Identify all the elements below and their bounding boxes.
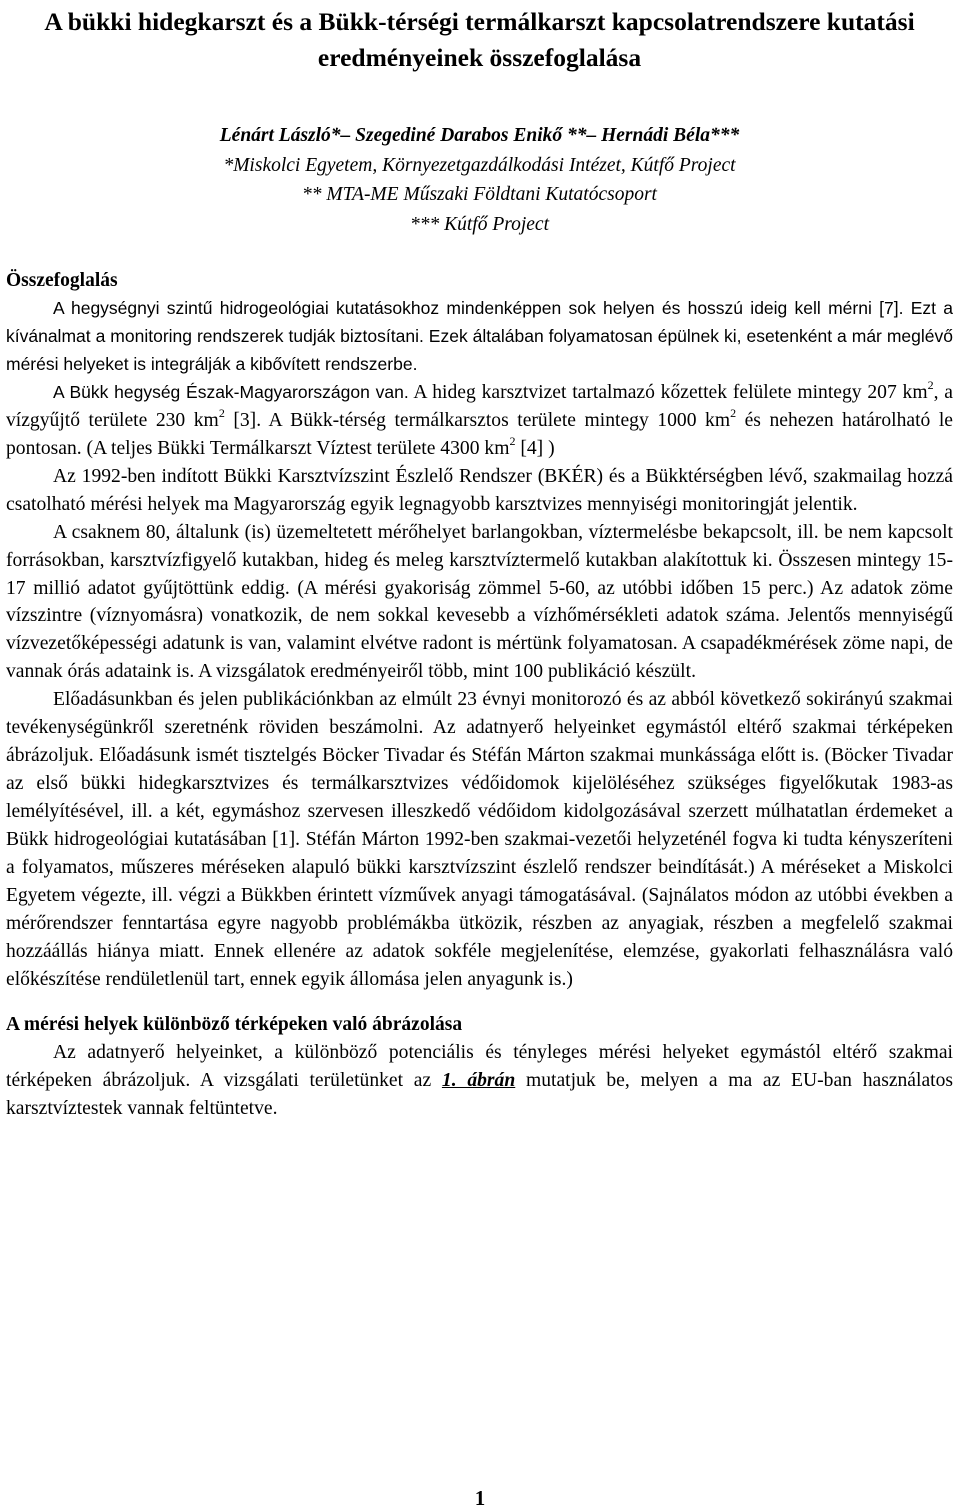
paragraph-area-text-5: [4] )	[515, 437, 555, 459]
paragraph-history: Előadásunkban és jelen publikációnkban az elmúlt 23 évnyi monitorozó és az abból következő sokirányú szakmai tevékenységünkről szeretnénk röviden beszámolni. Az adatnyerő helyeinket egymástól eltérő szakmai térképeken ábrázoljuk. Előadásunk ismét tisztelgés Böcker Tivadar és Stéfán Márton szakmai munkássága előtt is. (Böcker Tivadar az első bükki hidegkarsztvizes és termálkarsztvizes védőidomok kijelöléséhez szükséges figyelőkutak 1983-as lemélyítésével, ill. a két, egymáshoz szervesen illeszkedő védőidom kidolgozásával szerzett múlhatatlan érdemeket a Bükk hidrogeológiai kutatásában [1]. Stéfán Márton 1992-ben szakmai-vezetői helyzeténél fogva ki tudta kényszeríteni a folyamatos, műszeres méréseken alapuló bükki karsztvízszint észlelő rendszer beindítását.) A méréseket a Miskolci Egyetem végezte, ill. végzi a Bükkben érintett vízművek anyagi támogatásával. (Sajnálatos módon az utóbbi években a mérőrendszer fenntartása egyre nagyobb problémákba ütközik, részben az anyagiak, részben a megfelelő szakmai hozzáállás hiánya miatt. Ennek ellenére az adatok sokféle megjelenítése, elemzése, gyakorlati felhasználásra való előkészítése rendületlenül tart, ennek egyik állomása jelen anyagunk is.)	[6, 689, 953, 990]
paragraph-area-text-4: és nehezen határolható le pontosan. (A teljes Bükki Termálkarszt Víztest területe 4300 km	[6, 409, 953, 459]
paragraph-area	[6, 379, 953, 463]
affiliation-3: *** Kútfő Project	[409, 213, 549, 235]
paragraph-area-text-1: A hideg karsztvizet tartalmazó kőzettek felülete mintegy 207 km	[408, 381, 928, 403]
author-block	[6, 121, 953, 239]
paragraph-area-text-2: , a vízgyűjtő területe 230 km	[6, 381, 953, 431]
superscript-2: 2	[730, 406, 737, 421]
paragraph-maps	[6, 1039, 953, 1123]
summary-heading: Összefoglalás	[6, 270, 118, 291]
author-names: Lénárt László*– Szegediné Darabos Enikő **– Hernádi Béla***	[219, 125, 740, 146]
section-heading: A mérési helyek különböző térképeken való ábrázolása	[6, 1013, 463, 1035]
paragraph-area-text-3: [3]. A Bükk-térség termálkarsztos területe mintegy 1000 km	[224, 409, 731, 431]
paragraph-intro-text: A hegységnyi szintű hidrogeológiai kutatásokhoz mindenképpen sok helyen és hosszú ideig kell mérni [7]. Ezt a kívánalmat a monitoring rendszerek tudják biztosítani. Ezek általában folyamatosan épülnek ki, esetenként a már meglévő mérési helyeket is integrálják a kibővített rendszerbe.	[6, 298, 953, 374]
superscript-2: 2	[509, 434, 516, 449]
superscript-2: 2	[927, 378, 934, 393]
page-number: 1	[474, 1486, 486, 1510]
paragraph-maps-text-2: mutatjuk be, melyen a ma az EU-ban használatos karsztvíztestek vannak feltüntetve.	[6, 1069, 954, 1119]
affiliation-1: *Miskolci Egyetem, Környezetgazdálkodási Intézet, Kútfő Project	[223, 154, 736, 176]
paragraph-bker: Az 1992-ben indított Bükki Karsztvízszint Észlelő Rendszer (BKÉR) és a Bükktérségben lévő, szakmailag hozzá csatolható mérési helyek ma Magyarország egyik legnagyobb karsztvizes mennyiségi monitoringját jelentik.	[6, 465, 953, 515]
figure-1-link[interactable]: 1. ábrán	[441, 1069, 516, 1091]
paragraph-area-lead: A Bükk hegység Észak-Magyarországon van.	[53, 381, 409, 402]
paper-title: A bükki hidegkarszt és a Bükk-térségi termálkarszt kapcsolatrendszere kutatási eredményeinek összefoglalása	[44, 7, 915, 72]
paragraph-intro	[6, 295, 953, 379]
superscript-2: 2	[218, 406, 225, 421]
affiliation-2: ** MTA-ME Műszaki Földtani Kutatócsoport	[302, 184, 657, 205]
paragraph-measuring-sites: A csaknem 80, általunk (is) üzemeltetett mérőhelyet barlangokban, víztermelésbe bekapcsolt, ill. be nem kapcsolt forrásokban, karsztvízfigyelő kutakban, hideg és meleg karsztvíztermelő kutakban alakítottuk ki. Összesen mintegy 15-17 millió adatot gyűjtöttünk eddig. (A mérési gyakoriság zömmel 5-60, az utóbbi időben 15 perc.) Az adatok zöme vízszintre (víznyomásra) vonatkozik, de nem sokkal kevesebb a vízhőmérsékleti adatok száma. Jelentős mennyiségű vízvezetőképességi adatunk is van, valamint elvétve radont is mértünk folyamatosan. A csapadékmérések zöme napi, de vannak órás adataink is. A vizsgálatok eredményeiről több, mint 100 publikáció készült.	[6, 521, 953, 683]
paragraph-maps-text-1: Az adatnyerő helyeinket, a különböző potenciális és tényleges mérési helyeket egymástól eltérő szakmai térképeken ábrázoljuk. A vizsgálati területünket az	[6, 1041, 953, 1091]
